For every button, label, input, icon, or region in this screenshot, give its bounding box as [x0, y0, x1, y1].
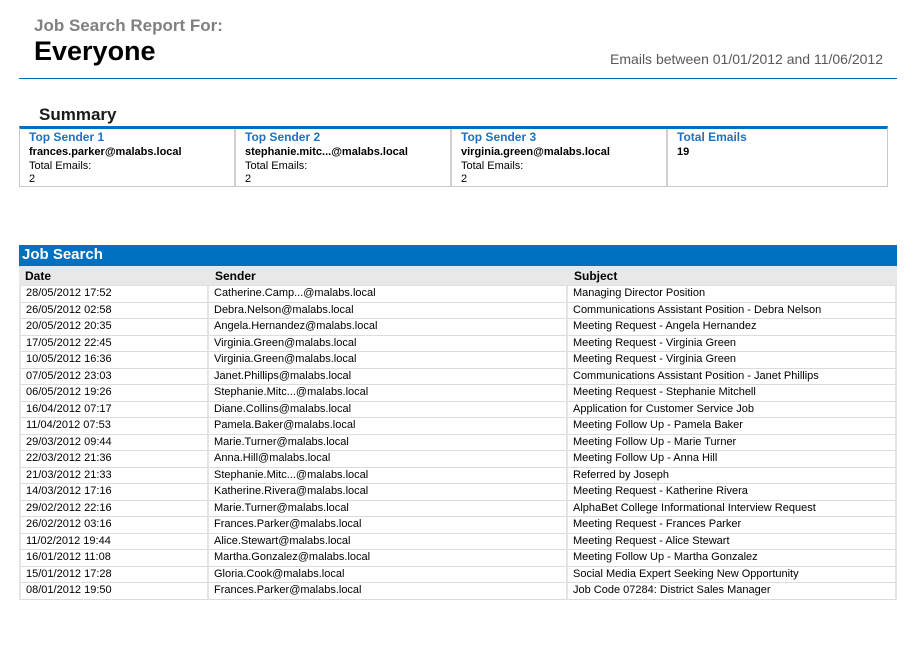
date-cell: 17/05/2012 22:45 — [19, 336, 209, 353]
sender-cell: Katherine.Rivera@malabs.local — [209, 484, 568, 501]
summary-cell-count: 2 — [245, 173, 252, 185]
summary-cell-top-sender-2 — [236, 129, 452, 186]
sender-cell: Marie.Turner@malabs.local — [209, 435, 568, 452]
subject-cell: Managing Director Position — [568, 286, 897, 303]
job-search-rows — [19, 286, 897, 600]
date-cell: 07/05/2012 23:03 — [19, 369, 209, 386]
sender-cell: Janet.Phillips@malabs.local — [209, 369, 568, 386]
table-row[interactable] — [19, 369, 897, 386]
report-kicker: Job Search Report For: — [34, 16, 223, 35]
subject-cell: AlphaBet College Informational Interview Request — [568, 501, 897, 518]
table-row[interactable] — [19, 303, 897, 320]
date-cell: 08/01/2012 19:50 — [19, 583, 209, 600]
summary-cell-top-sender-1 — [20, 129, 236, 186]
subject-cell: Job Code 07284: District Sales Manager — [568, 583, 897, 600]
summary-cell-label: Total Emails: — [461, 160, 524, 172]
sender-cell: Stephanie.Mitc...@malabs.local — [209, 385, 568, 402]
date-cell: 16/01/2012 11:08 — [19, 550, 209, 567]
sender-cell: Martha.Gonzalez@malabs.local — [209, 550, 568, 567]
table-row[interactable] — [19, 385, 897, 402]
date-cell: 29/02/2012 22:16 — [19, 501, 209, 518]
subject-cell: Referred by Joseph — [568, 468, 897, 485]
subject-cell: Meeting Follow Up - Marie Turner — [568, 435, 897, 452]
table-row[interactable] — [19, 501, 897, 518]
date-cell: 29/03/2012 09:44 — [19, 435, 209, 452]
summary-cell-value: frances.parker@malabs.local — [29, 146, 182, 158]
date-cell: 14/03/2012 17:16 — [19, 484, 209, 501]
sender-cell: Stephanie.Mitc...@malabs.local — [209, 468, 568, 485]
table-row[interactable] — [19, 534, 897, 551]
summary-cell-top-sender-3 — [452, 129, 668, 186]
date-cell: 26/05/2012 02:58 — [19, 303, 209, 320]
job-search-title: Job Search — [22, 246, 103, 263]
table-row[interactable] — [19, 517, 897, 534]
table-row[interactable] — [19, 550, 897, 567]
subject-cell: Meeting Request - Katherine Rivera — [568, 484, 897, 501]
sender-cell: Gloria.Cook@malabs.local — [209, 567, 568, 584]
sender-cell: Angela.Hernandez@malabs.local — [209, 319, 568, 336]
subject-cell: Meeting Request - Alice Stewart — [568, 534, 897, 551]
subject-cell: Meeting Request - Virginia Green — [568, 336, 897, 353]
table-row[interactable] — [19, 402, 897, 419]
sender-cell: Debra.Nelson@malabs.local — [209, 303, 568, 320]
sender-cell: Frances.Parker@malabs.local — [209, 517, 568, 534]
column-header-subject: Subject — [568, 266, 897, 286]
date-cell: 15/01/2012 17:28 — [19, 567, 209, 584]
summary-cell-heading: Top Sender 2 — [245, 130, 321, 144]
subject-cell: Meeting Follow Up - Martha Gonzalez — [568, 550, 897, 567]
table-row[interactable] — [19, 468, 897, 485]
table-row[interactable] — [19, 451, 897, 468]
subject-cell: Social Media Expert Seeking New Opportunity — [568, 567, 897, 584]
date-cell: 21/03/2012 21:33 — [19, 468, 209, 485]
subject-cell: Communications Assistant Position - Janet Phillips — [568, 369, 897, 386]
summary-cell-count: 2 — [29, 173, 36, 185]
sender-cell: Catherine.Camp...@malabs.local — [209, 286, 568, 303]
summary-title: Summary — [39, 105, 117, 124]
summary-panel — [19, 126, 888, 187]
summary-cell-total-emails — [668, 129, 887, 186]
date-cell: 28/05/2012 17:52 — [19, 286, 209, 303]
sender-cell: Pamela.Baker@malabs.local — [209, 418, 568, 435]
table-row[interactable] — [19, 583, 897, 600]
table-row[interactable] — [19, 286, 897, 303]
date-cell: 20/05/2012 20:35 — [19, 319, 209, 336]
table-row[interactable] — [19, 319, 897, 336]
table-row[interactable] — [19, 418, 897, 435]
summary-cell-label: Total Emails: — [29, 160, 92, 172]
subject-cell: Meeting Follow Up - Pamela Baker — [568, 418, 897, 435]
summary-cell-value: 19 — [677, 146, 690, 158]
sender-cell: Frances.Parker@malabs.local — [209, 583, 568, 600]
report-title: Everyone — [34, 36, 156, 66]
subject-cell: Meeting Request - Frances Parker — [568, 517, 897, 534]
summary-cell-value: stephanie.mitc...@malabs.local — [245, 146, 408, 158]
subject-cell: Meeting Follow Up - Anna Hill — [568, 451, 897, 468]
sender-cell: Diane.Collins@malabs.local — [209, 402, 568, 419]
column-header-date: Date — [19, 266, 209, 286]
sender-cell: Anna.Hill@malabs.local — [209, 451, 568, 468]
column-header-sender: Sender — [209, 266, 568, 286]
subject-cell: Application for Customer Service Job — [568, 402, 897, 419]
header-divider — [19, 78, 897, 79]
date-cell: 11/04/2012 07:53 — [19, 418, 209, 435]
table-row[interactable] — [19, 352, 897, 369]
table-header-row — [19, 266, 897, 286]
table-row[interactable] — [19, 435, 897, 452]
summary-cell-heading: Top Sender 1 — [29, 130, 105, 144]
date-cell: 16/04/2012 07:17 — [19, 402, 209, 419]
subject-cell: Communications Assistant Position - Debra Nelson — [568, 303, 897, 320]
subject-cell: Meeting Request - Angela Hernandez — [568, 319, 897, 336]
summary-cell-value: virginia.green@malabs.local — [461, 146, 610, 158]
sender-cell: Alice.Stewart@malabs.local — [209, 534, 568, 551]
subject-cell: Meeting Request - Virginia Green — [568, 352, 897, 369]
summary-cell-heading: Top Sender 3 — [461, 130, 537, 144]
date-cell: 06/05/2012 19:26 — [19, 385, 209, 402]
table-row[interactable] — [19, 567, 897, 584]
sender-cell: Marie.Turner@malabs.local — [209, 501, 568, 518]
date-cell: 10/05/2012 16:36 — [19, 352, 209, 369]
subject-cell: Meeting Request - Stephanie Mitchell — [568, 385, 897, 402]
job-search-table — [19, 266, 897, 600]
summary-cell-count: 2 — [461, 173, 468, 185]
date-cell: 26/02/2012 03:16 — [19, 517, 209, 534]
sender-cell: Virginia.Green@malabs.local — [209, 336, 568, 353]
table-row[interactable] — [19, 484, 897, 501]
sender-cell: Virginia.Green@malabs.local — [209, 352, 568, 369]
date-range: Emails between 01/01/2012 and 11/06/2012 — [610, 51, 883, 67]
table-row[interactable] — [19, 336, 897, 353]
date-cell: 22/03/2012 21:36 — [19, 451, 209, 468]
job-search-section-header — [19, 245, 897, 266]
date-cell: 11/02/2012 19:44 — [19, 534, 209, 551]
summary-cell-heading: Total Emails — [677, 130, 747, 144]
summary-cell-label: Total Emails: — [245, 160, 308, 172]
